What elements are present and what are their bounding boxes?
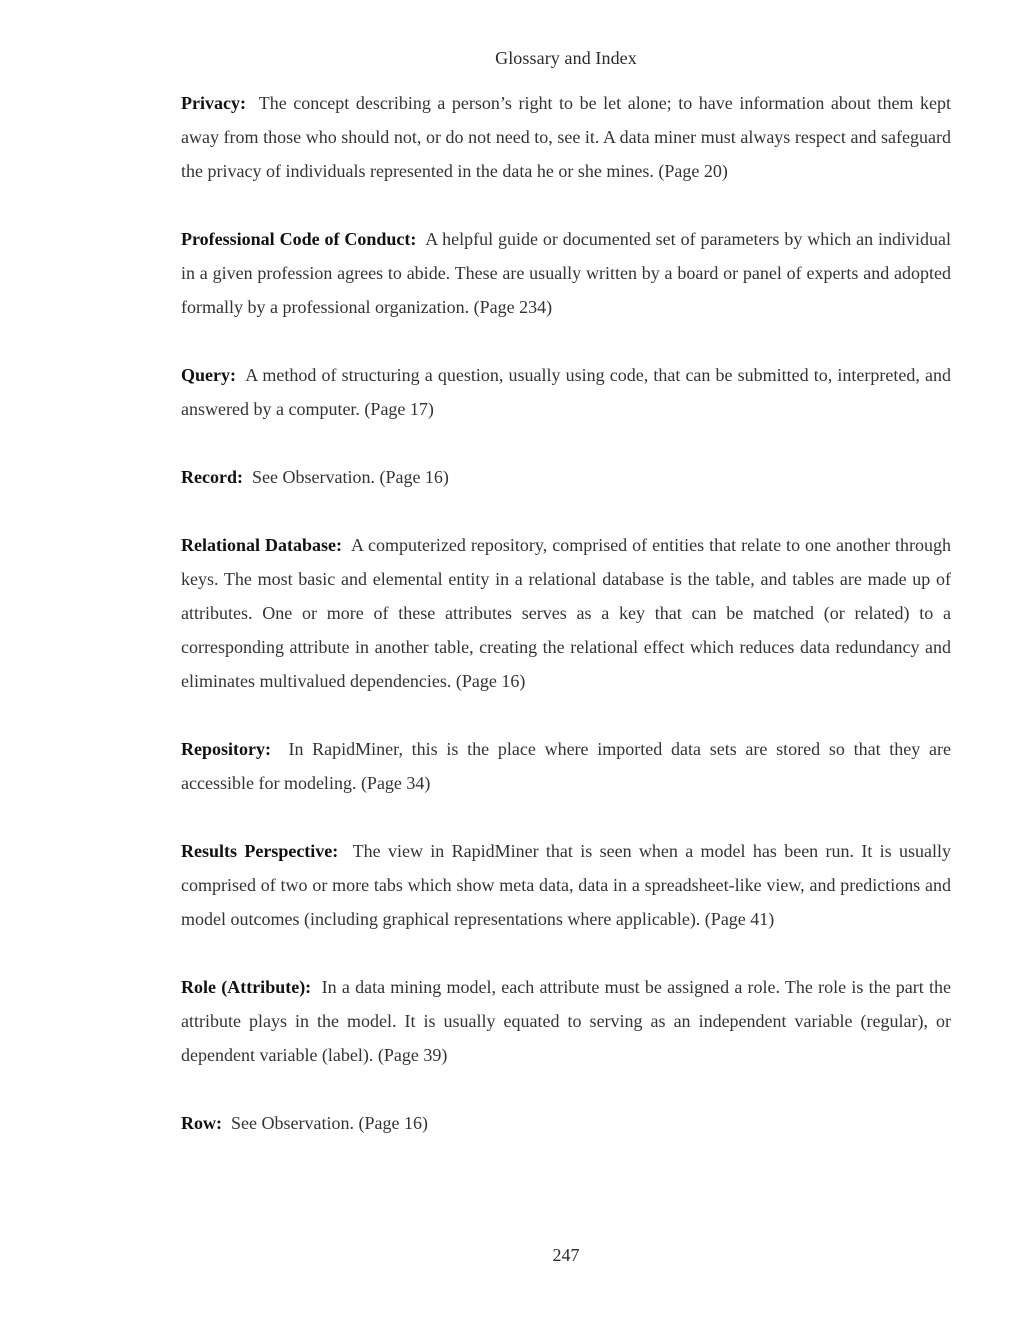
glossary-entry-privacy (181, 86, 951, 188)
glossary-term: Query: (181, 365, 236, 385)
glossary-entry-row (181, 1106, 951, 1140)
page-number: 247 (552, 1245, 580, 1265)
glossary-entry-professional-code-of-conduct (181, 222, 951, 324)
glossary-definition: The view in RapidMiner that is seen when a model has been run. It is usually comprised of two or more tabs which show meta data, data in a spreadsheet-like view, and predictions and model outcomes (including graphical representations where applicable). (Page 41) (181, 841, 952, 929)
glossary-entry-role-attribute (181, 970, 951, 1072)
glossary-entry-record (181, 460, 951, 494)
glossary-term: Row: (181, 1113, 222, 1133)
glossary-definition: See Observation. (Page 16) (231, 1113, 428, 1133)
glossary-definition: A helpful guide or documented set of parameters by which an individual in a given profession agrees to abide. These are usually written by a board or panel of experts and adopted formally by a professional organization. (Page 234) (181, 229, 952, 317)
glossary-definition: See Observation. (Page 16) (251, 467, 449, 487)
glossary-entry-query (181, 358, 951, 426)
glossary-definition: In a data mining model, each attribute must be assigned a role. The role is the part the attribute plays in the model. It is usually equated to serving as an independent variable (regular), or dependent variable (label). (Page 39) (181, 977, 951, 1065)
glossary-term: Results Perspective: (181, 841, 339, 861)
glossary-term: Relational Database: (181, 535, 342, 555)
glossary-entry-results-perspective (181, 834, 951, 936)
glossary-definition: A computerized repository, comprised of entities that relate to one another through keys. The most basic and elemental entity in a relational database is the table, and tables are made up of attributes. One or more of these attributes serves as a key that can be matched (or related) to a corresponding attribute in another table, creating the relational effect which reduces data redundancy and eliminates multivalued dependencies. (Page 16) (181, 535, 951, 691)
glossary-term: Role (Attribute): (181, 977, 312, 997)
glossary-definition: A method of structuring a question, usually using code, that can be submitted to, interpreted, and answered by a computer. (Page 17) (181, 365, 951, 419)
glossary-term: Professional Code of Conduct: (181, 229, 417, 249)
glossary-term: Record: (181, 467, 243, 487)
glossary-entry-relational-database (181, 528, 951, 698)
glossary-definition: In RapidMiner, this is the place where imported data sets are stored so that they are accessible for modeling. (Page 34) (181, 739, 952, 793)
page-header: Glossary and Index (495, 48, 637, 68)
glossary-term: Privacy: (181, 93, 246, 113)
glossary-entry-repository (181, 732, 951, 800)
glossary-term: Repository: (181, 739, 271, 759)
glossary-definition: The concept describing a person’s right to be let alone; to have information about them kept away from those who should not, or do not need to, see it. A data miner must always respect and safeguard the privacy of individuals represented in the data he or she mines. (Page 20) (181, 93, 951, 181)
glossary-list (181, 86, 951, 1174)
